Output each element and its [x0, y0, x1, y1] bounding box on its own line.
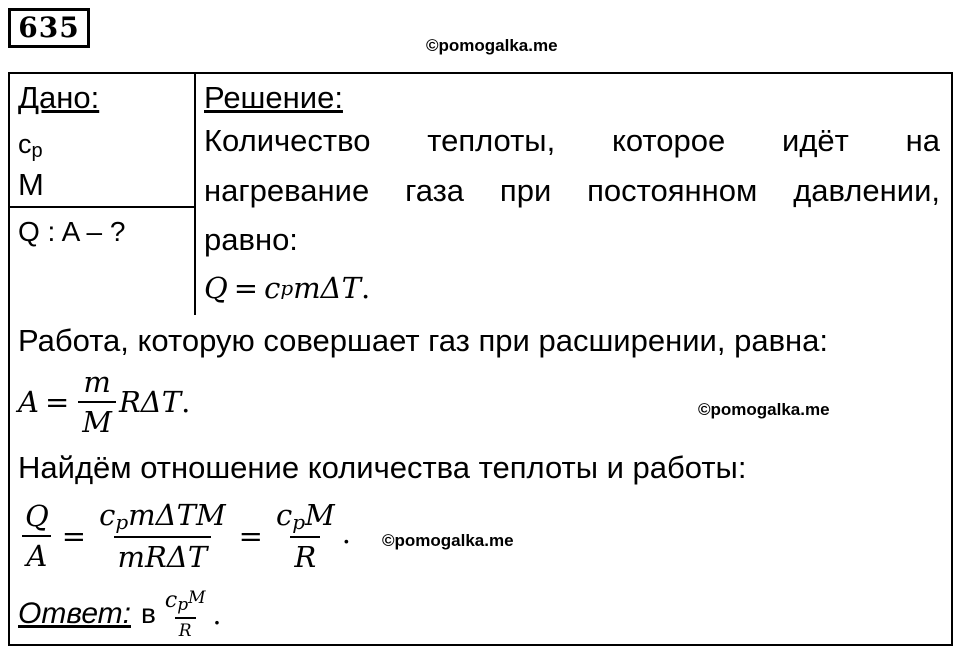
equals-sign: =: [44, 385, 70, 419]
given-divider-horizontal: [8, 206, 194, 208]
ratio-text: Найдём отношение количества теплоты и работы:: [18, 450, 747, 485]
period: .: [341, 516, 351, 550]
numerator: [161, 588, 210, 617]
word: газа: [405, 173, 465, 208]
numerator: [95, 498, 230, 536]
subscript-p: p: [115, 510, 129, 534]
word: на: [905, 123, 940, 158]
period: .: [181, 385, 191, 419]
given-divider-vertical: [194, 72, 196, 315]
word: теплоты,: [427, 123, 556, 158]
work-text: Работа, которую совершает газ при расширении, равна:: [18, 323, 829, 358]
solution-line-3: равно:: [204, 222, 298, 257]
solution-heading: Решение:: [204, 80, 343, 115]
symbol-c: c: [264, 271, 281, 305]
answer-prefix: в: [141, 598, 156, 629]
fraction-expanded: [95, 498, 230, 574]
problem-number: 635: [8, 8, 90, 48]
answer-label: Ответ:: [18, 597, 131, 630]
symbol-Q: Q: [204, 271, 228, 305]
period: .: [212, 597, 222, 631]
given-find: Q : A – ?: [18, 216, 126, 247]
denominator: R: [290, 536, 320, 574]
symbol-A: A: [18, 385, 39, 419]
formula-term: mΔT: [293, 271, 361, 305]
subscript-p: p: [177, 594, 189, 615]
numerator: [272, 498, 339, 536]
numerator: Q: [25, 499, 49, 533]
symbol-c: c: [99, 498, 116, 532]
solution-line-1: [204, 121, 940, 161]
equals-sign: =: [61, 519, 87, 553]
word: которое: [611, 123, 726, 158]
fraction-Q-over-A: [21, 499, 53, 573]
numerator: m: [83, 365, 111, 399]
formula-term: M: [188, 587, 206, 608]
word: нагревание: [204, 173, 370, 208]
denominator: mRΔT: [114, 536, 212, 574]
subscript-p: p: [280, 276, 294, 300]
fraction-simplified: [272, 498, 339, 574]
word: постоянном: [587, 173, 758, 208]
equals-sign: =: [238, 519, 263, 553]
formula-term: M: [305, 498, 335, 532]
word: идёт: [782, 123, 849, 158]
watermark-middle: ©pomogalka.me: [698, 400, 830, 419]
given-heading: Дано:: [18, 80, 100, 115]
symbol-c: c: [164, 587, 178, 613]
given-item-cp: $c_p$: [18, 129, 43, 162]
fraction-m-over-M: [78, 365, 116, 439]
word: давлении,: [793, 173, 940, 208]
formula-work: [18, 362, 190, 442]
solution-line-2: [204, 171, 940, 211]
formula-term: RΔT: [118, 385, 182, 419]
subscript-p: p: [292, 510, 306, 534]
formula-term: mΔTM: [128, 498, 226, 532]
period: .: [360, 271, 371, 305]
symbol-c: c: [275, 498, 293, 532]
watermark-bottom: ©pomogalka.me: [382, 531, 514, 550]
given-item-M: M: [18, 167, 44, 202]
answer-line: [18, 584, 221, 644]
answer-fraction: [161, 588, 210, 641]
word: при: [499, 173, 552, 208]
formula-heat: [204, 266, 370, 310]
denominator: M: [78, 401, 116, 439]
formula-ratio: [18, 492, 351, 580]
denominator: A: [22, 535, 51, 573]
denominator: R: [175, 617, 196, 641]
watermark-top: ©pomogalka.me: [426, 36, 558, 55]
equals-sign: =: [233, 271, 259, 305]
word: Количество: [204, 123, 371, 158]
